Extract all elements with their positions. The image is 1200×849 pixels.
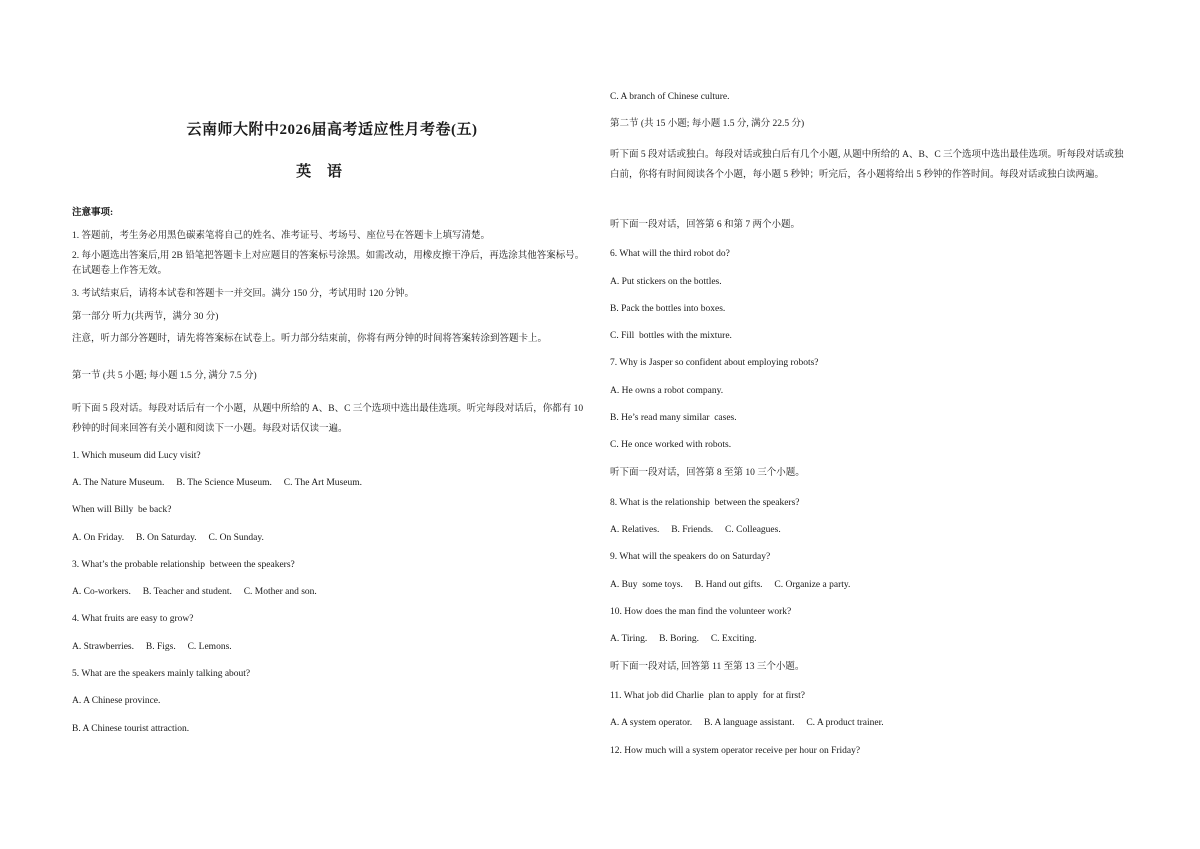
question-5-option-b: B. A Chinese tourist attraction.	[72, 724, 190, 734]
question-7-option-a: A. He owns a robot company.	[610, 386, 724, 396]
question-7-option-c: C. He once worked with robots.	[610, 440, 732, 450]
notice-item-1: 1. 答题前，考生务必用黑色碳素笔将自己的姓名、准考证号、考场号、座位号在答题卡上填写清楚。	[72, 231, 491, 241]
part-one-heading: 第一部分 听力(共两节，满分 30 分)	[72, 312, 219, 322]
question-5: 5. What are the speakers mainly talking about?	[72, 669, 251, 679]
question-2: When will Billy be back?	[72, 505, 172, 515]
question-6-option-b: B. Pack the bottles into boxes.	[610, 304, 726, 314]
question-1-options: A. The Nature Museum. B. The Science Museum. C. The Art Museum.	[72, 478, 362, 488]
question-12: 12. How much will a system operator receive per hour on Friday?	[610, 746, 861, 756]
section-one-instructions: 听下面 5 段对话。每段对话后有一个小题，从题中所给的 A、B、C 三个选项中选出最佳选项。听完每段对话后，你都有 10 秒钟的时间来回答有关小题和阅读下一小题。每段对话仅读一遍。	[72, 404, 584, 434]
notice-heading: 注意事项:	[72, 208, 114, 218]
question-7: 7. Why is Jasper so confident about employing robots?	[610, 358, 819, 368]
question-2-options: A. On Friday. B. On Saturday. C. On Sunday.	[72, 533, 264, 543]
question-8-options: A. Relatives. B. Friends. C. Colleagues.	[610, 525, 781, 535]
question-6-option-c: C. Fill bottles with the mixture.	[610, 331, 732, 341]
question-11: 11. What job did Charlie plan to apply for at first?	[610, 691, 805, 701]
dialogue-8-10-instruction: 听下面一段对话，回答第 8 至第 10 三个小题。	[610, 468, 805, 478]
question-4: 4. What fruits are easy to grow?	[72, 614, 194, 624]
question-3: 3. What’s the probable relationship between the speakers?	[72, 560, 295, 570]
question-8: 8. What is the relationship between the speakers?	[610, 498, 800, 508]
question-5-option-a: A. A Chinese province.	[72, 696, 161, 706]
question-11-options: A. A system operator. B. A language assistant. C. A product trainer.	[610, 718, 884, 728]
dialogue-11-13-instruction: 听下面一段对话, 回答第 11 至第 13 三个小题。	[610, 662, 805, 672]
question-3-options: A. Co-workers. B. Teacher and student. C. Mother and son.	[72, 587, 317, 597]
question-10: 10. How does the man find the volunteer work?	[610, 607, 792, 617]
question-7-option-b: B. He’s read many similar cases.	[610, 413, 737, 423]
section-two-instructions: 听下面 5 段对话或独白。每段对话或独白后有几个小题, 从题中所给的 A、B、C 三个选项中选出最佳选项。听每段对话或独白前，你将有时间阅读各个小题，每小题 5 秒钟；听完后，各小题将给出 5 秒钟的作答时间。每段对话或独白读两遍。	[610, 150, 1124, 180]
question-1: 1. Which museum did Lucy visit?	[72, 451, 201, 461]
exam-title: 云南师大附中2026届高考适应性月考卷(五)	[186, 122, 478, 138]
question-9: 9. What will the speakers do on Saturday?	[610, 552, 771, 562]
question-6: 6. What will the third robot do?	[610, 249, 730, 259]
question-4-options: A. Strawberries. B. Figs. C. Lemons.	[72, 642, 232, 652]
question-5-option-c: C. A branch of Chinese culture.	[610, 92, 730, 102]
question-9-options: A. Buy some toys. B. Hand out gifts. C. Organize a party.	[610, 580, 851, 590]
question-6-option-a: A. Put stickers on the bottles.	[610, 277, 722, 287]
question-10-options: A. Tiring. B. Boring. C. Exciting.	[610, 634, 757, 644]
notice-item-3: 3. 考试结束后，请将本试卷和答题卡一并交回。满分 150 分，考试用时 120 分钟。	[72, 289, 415, 299]
section-two-heading: 第二节 (共 15 小题; 每小题 1.5 分, 满分 22.5 分)	[610, 119, 805, 129]
dialogue-6-7-instruction: 听下面一段对话，回答第 6 和第 7 两个小题。	[610, 220, 801, 230]
section-one-heading: 第一节 (共 5 小题; 每小题 1.5 分, 满分 7.5 分)	[72, 371, 257, 381]
part-one-note: 注意，听力部分答题时，请先将答案标在试卷上。听力部分结束前，你将有两分钟的时间将答案转涂到答题卡上。	[72, 334, 548, 344]
subject-heading: 英 语	[296, 164, 348, 180]
notice-item-2: 2. 每小题选出答案后,用 2B 铅笔把答题卡上对应题目的答案标号涂黑。如需改动，用橡皮擦干净后，再选涂其他答案标号。在试题卷上作答无效。	[72, 251, 585, 276]
